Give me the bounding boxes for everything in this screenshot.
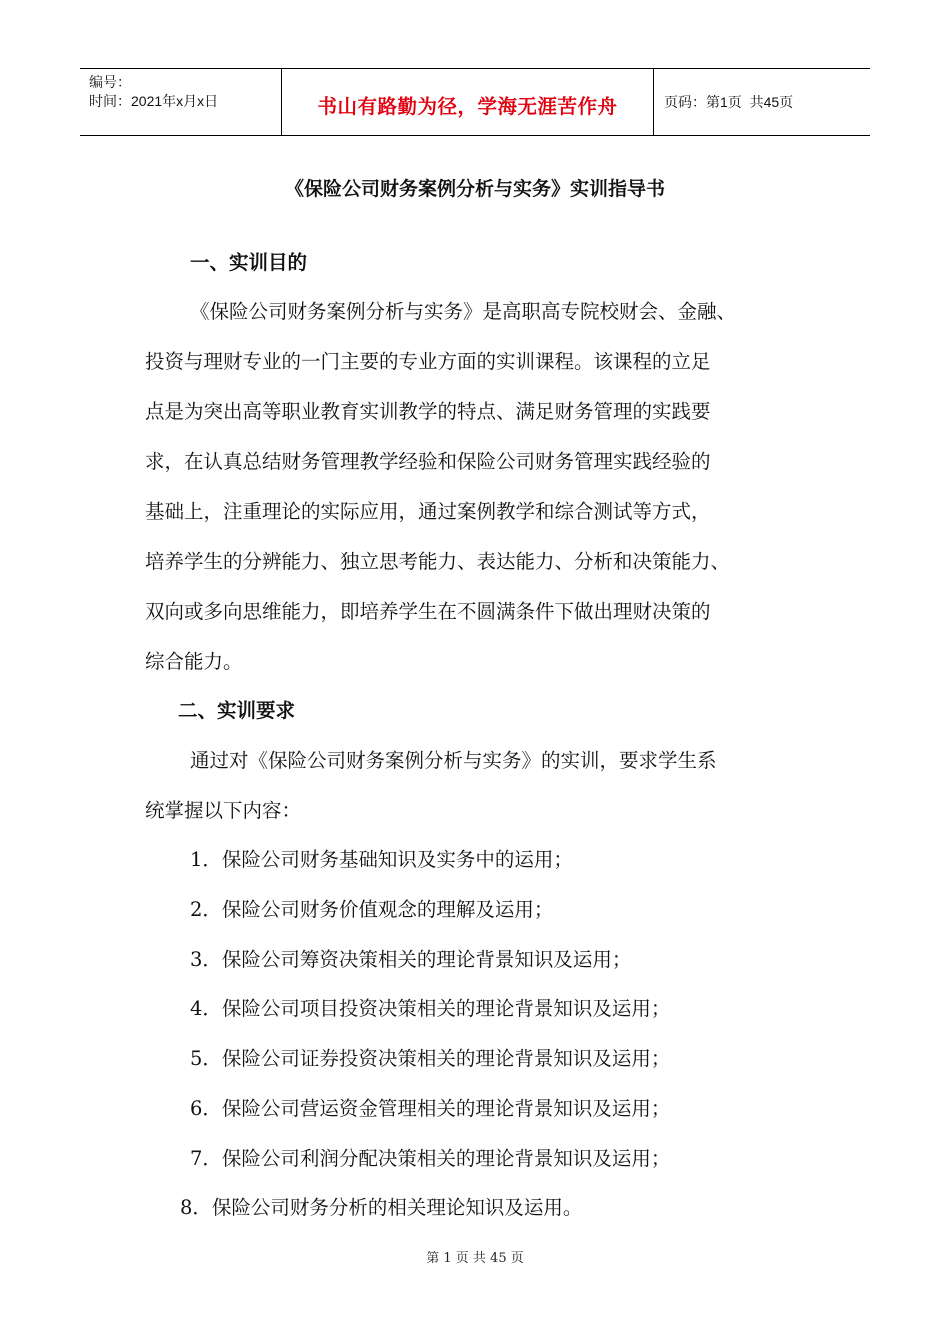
body-line: 综合能力。 <box>145 650 243 673</box>
body-line: 求，在认真总结财务管理教学经验和保险公司财务管理实践经验的 <box>145 450 711 473</box>
header-motto: 书山有路勤为径，学海无涯苦作舟 <box>317 95 618 118</box>
section-heading-2: 二、实训要求 <box>178 699 296 722</box>
list-item: 5．保险公司证券投资决策相关的理论背景知识及运用； <box>190 1047 671 1070</box>
list-item: 3．保险公司筹资决策相关的理论背景知识及运用； <box>190 948 632 971</box>
body-line: 《保险公司财务案例分析与实务》是高职高专院校财会、金融、 <box>190 300 737 323</box>
header-meta-cell <box>80 69 282 135</box>
document-title: 《保险公司财务案例分析与实务》实训指导书 <box>284 178 665 200</box>
body-line: 统掌握以下内容： <box>145 799 302 822</box>
list-item: 7．保险公司利润分配决策相关的理论背景知识及运用； <box>190 1147 671 1170</box>
section-heading-1: 一、实训目的 <box>190 251 308 274</box>
list-item: 6．保险公司营运资金管理相关的理论背景知识及运用； <box>190 1097 671 1120</box>
list-item: 4．保险公司项目投资决策相关的理论背景知识及运用； <box>190 997 671 1020</box>
page-footer <box>0 1247 950 1266</box>
footer-page-number: 第 1 页 共 45 页 <box>426 1251 524 1266</box>
document-time-label: 时间：2021年x月x日 <box>89 93 219 109</box>
body-line: 通过对《保险公司财务案例分析与实务》的实训，要求学生系 <box>190 749 717 772</box>
list-item: 8．保险公司财务分析的相关理论知识及运用。 <box>180 1196 583 1219</box>
header-page-cell <box>654 69 870 135</box>
body-line: 双向或多向思维能力，即培养学生在不圆满条件下做出理财决策的 <box>145 600 711 623</box>
body-line: 投资与理财专业的一门主要的专业方面的实训课程。该课程的立足 <box>145 350 711 373</box>
page-header <box>80 68 870 136</box>
body-line: 点是为突出高等职业教育实训教学的特点、满足财务管理的实践要 <box>145 400 711 423</box>
header-page-info: 页码：第1页 共45页 <box>664 94 794 110</box>
document-number-label: 编号： <box>89 74 131 90</box>
body-line: 培养学生的分辨能力、独立思考能力、表达能力、分析和决策能力、 <box>145 550 731 573</box>
body-line: 基础上，注重理论的实际应用，通过案例教学和综合测试等方式， <box>145 500 711 523</box>
list-item: 1．保险公司财务基础知识及实务中的运用； <box>190 848 573 871</box>
list-item: 2．保险公司财务价值观念的理解及运用； <box>190 898 554 921</box>
header-motto-cell <box>282 69 654 135</box>
